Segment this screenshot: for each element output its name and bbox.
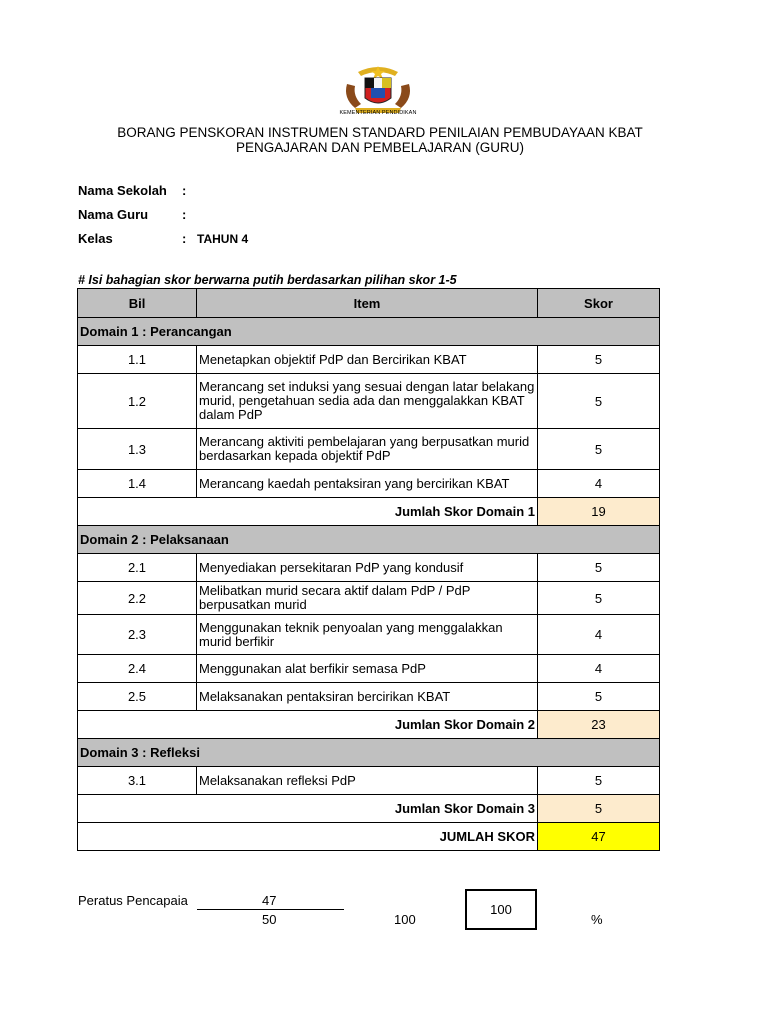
domain3-subtotal-value: 5: [538, 795, 660, 823]
crest-caption: KEMENTERIAN PENDIDIKAN: [339, 110, 417, 116]
table-header-row: [78, 289, 660, 318]
kelas-value: TAHUN 4: [197, 232, 249, 246]
nama-sekolah-label: Nama Sekolah: [78, 183, 167, 198]
score-table: [77, 288, 660, 851]
row-item: Merancang set induksi yang sesuai dengan latar belakang murid, pengetahuan sedia ada dan menggalakkan KBAT dalam PdP: [197, 374, 538, 429]
form-title-line1: BORANG PENSKORAN INSTRUMEN STANDARD PENILAIAN PEMBUDAYAAN KBAT: [117, 125, 643, 140]
row-item: Menetapkan objektif PdP dan Bercirikan KBAT: [197, 346, 538, 374]
row-skor[interactable]: 5: [538, 554, 660, 582]
row-item: Melaksanakan refleksi PdP: [197, 767, 538, 795]
domain1-subtotal-label: Jumlah Skor Domain 1: [78, 498, 538, 526]
nama-guru-label: Nama Guru: [78, 207, 149, 222]
table-row: [78, 429, 660, 470]
row-skor[interactable]: 4: [538, 615, 660, 655]
table-row: [78, 470, 660, 498]
domain1-title: Domain 1 : Perancangan: [78, 318, 660, 346]
row-item: Menyediakan persekitaran PdP yang kondusif: [197, 554, 538, 582]
total-row: [78, 823, 660, 851]
row-item: Melibatkan murid secara aktif dalam PdP / PdP berpusatkan murid: [197, 582, 538, 615]
domain1-subtotal-value: 19: [538, 498, 660, 526]
row-skor[interactable]: 5: [538, 429, 660, 470]
domain1-heading-row: [78, 318, 660, 346]
table-row: [78, 346, 660, 374]
domain3-subtotal-row: [78, 795, 660, 823]
instruction-note: # Isi bahagian skor berwarna putih berdasarkan pilihan skor 1-5: [78, 273, 457, 287]
header-skor: Skor: [538, 289, 660, 318]
row-skor[interactable]: 5: [538, 767, 660, 795]
row-item: Melaksanakan pentaksiran bercirikan KBAT: [197, 683, 538, 711]
header-bil: Bil: [78, 289, 197, 318]
row-bil: 1.3: [78, 429, 197, 470]
table-row: [78, 655, 660, 683]
domain2-subtotal-row: [78, 711, 660, 739]
achievement-denominator: 50: [262, 912, 277, 927]
percent-sign: %: [591, 912, 603, 927]
row-skor[interactable]: 5: [538, 582, 660, 615]
total-label: JUMLAH SKOR: [78, 823, 538, 851]
row-skor[interactable]: 4: [538, 655, 660, 683]
kelas-colon: :: [182, 231, 187, 246]
row-skor[interactable]: 5: [538, 683, 660, 711]
row-skor[interactable]: 4: [538, 470, 660, 498]
domain1-subtotal-row: [78, 498, 660, 526]
domain3-title: Domain 3 : Refleksi: [78, 739, 660, 767]
domain3-subtotal-label: Jumlan Skor Domain 3: [78, 795, 538, 823]
domain3-heading-row: [78, 739, 660, 767]
row-bil: 1.1: [78, 346, 197, 374]
row-bil: 2.3: [78, 615, 197, 655]
row-bil: 1.2: [78, 374, 197, 429]
domain2-heading-row: [78, 526, 660, 554]
row-bil: 1.4: [78, 470, 197, 498]
kelas-label: Kelas: [78, 231, 113, 246]
row-item: Merancang aktiviti pembelajaran yang berpusatkan murid berdasarkan kepada objektif PdP: [197, 429, 538, 470]
row-item: Merancang kaedah pentaksiran yang bercirikan KBAT: [197, 470, 538, 498]
table-row: [78, 767, 660, 795]
row-bil: 2.1: [78, 554, 197, 582]
row-skor[interactable]: 5: [538, 374, 660, 429]
row-bil: 2.5: [78, 683, 197, 711]
table-row: [78, 582, 660, 615]
total-value: 47: [538, 823, 660, 851]
row-skor[interactable]: 5: [538, 346, 660, 374]
achievement-numerator: 47: [262, 893, 277, 908]
fraction-line: [197, 909, 344, 910]
table-row: [78, 554, 660, 582]
header-item: Item: [197, 289, 538, 318]
achievement-label: Peratus Pencapaia: [78, 893, 188, 908]
nama-guru-colon: :: [182, 207, 187, 222]
table-row: [78, 615, 660, 655]
row-bil: 2.2: [78, 582, 197, 615]
row-bil: 3.1: [78, 767, 197, 795]
table-row: [78, 683, 660, 711]
form-title-line2: PENGAJARAN DAN PEMBELAJARAN (GURU): [235, 140, 525, 155]
row-item: Menggunakan teknik penyoalan yang menggalakkan murid berfikir: [197, 615, 538, 655]
domain2-subtotal-value: 23: [538, 711, 660, 739]
row-bil: 2.4: [78, 655, 197, 683]
row-item: Menggunakan alat berfikir semasa PdP: [197, 655, 538, 683]
domain2-title: Domain 2 : Pelaksanaan: [78, 526, 660, 554]
table-row: [78, 374, 660, 429]
achievement-result-box: 100: [465, 889, 537, 930]
achievement-multiplier: 100: [394, 912, 416, 927]
domain2-subtotal-label: Jumlan Skor Domain 2: [78, 711, 538, 739]
nama-sekolah-colon: :: [182, 183, 187, 198]
